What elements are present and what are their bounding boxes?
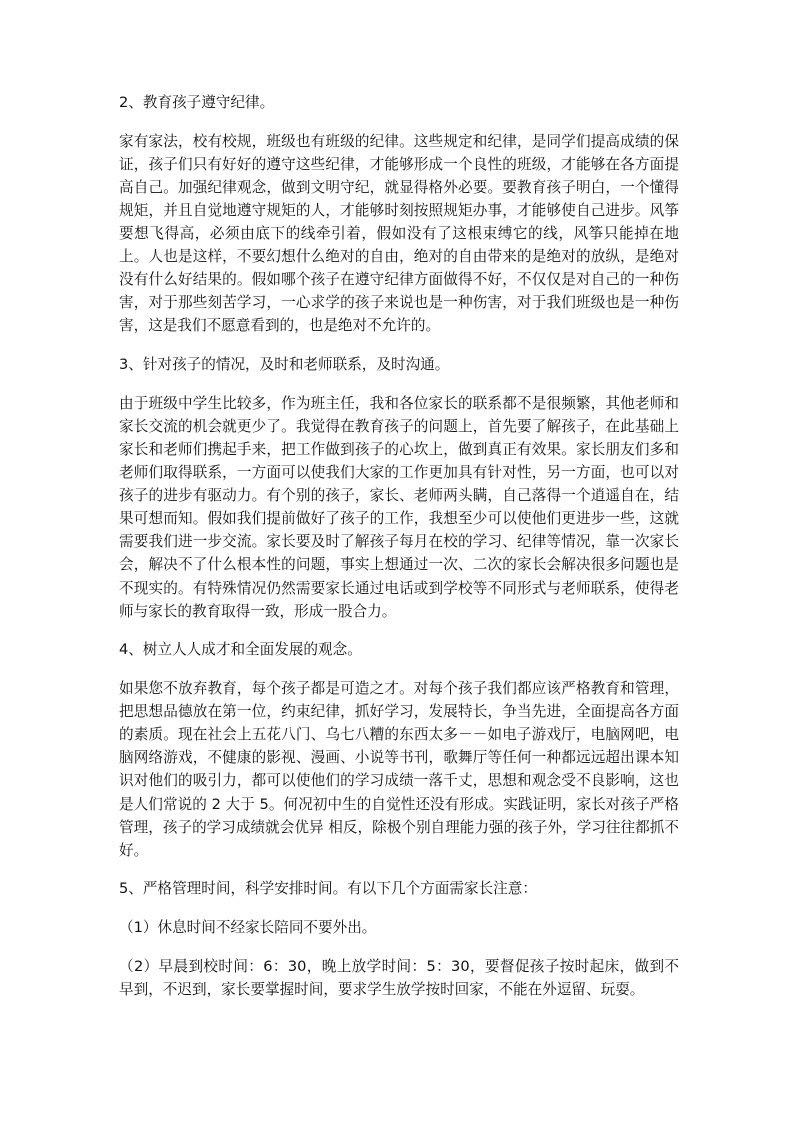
- paragraph-discipline: 家有家法，校有校规，班级也有班级的纪律。这些规定和纪律，是同学们提高成绩的保证，孩子们只有好好的遵守这些纪律，才能够形成一个良性的班级，才能够在各方面提高自己。加强纪律观念，做到文明守纪，就显得格外必要。要教育孩子明白，一个懂得规矩，并且自觉地遵守规矩的人，才能够时刻按照规矩办事，才能够使自己进步。风筝要想飞得高，必须由底下的线牵引着，假如没有了这根束缚它的线，风筝只能掉在地上。人也是这样，不要幻想什么绝对的自由，绝对的自由带来的是绝对的放纵，是绝对没有什么好结果的。假如哪个孩子在遵守纪律方面做得不好，不仅仅是对自己的一种伤害，对于那些刻苦学习，一心求学的孩子来说也是一种伤害，对于我们班级也是一种伤害，这是我们不愿意看到的，也是绝对不允许的。: [119, 132, 679, 335]
- list-item-rest-time: （1）休息时间不经家长陪同不要外出。: [119, 919, 377, 937]
- section-heading-contact-teachers: 3、针对孩子的情况，及时和老师联系，及时沟通。: [119, 356, 450, 374]
- section-heading-discipline: 2、教育孩子遵守纪律。: [119, 94, 275, 111]
- paragraph-development: 如果您不放弃教育，每个孩子都是可造之才。对每个孩子我们都应该严格教育和管理，把思想品德放在第一位，约束纪律，抓好学习，发展特长，争当先进，全面提高各方面的素质。现在社会上五花八门、乌七八糟的东西太多－－如电子游戏厅，电脑网吧，电脑网络游戏，不健康的影视、漫画、小说等书刊，歌舞厅等任何一种都远远超出课本知识对他们的吸引力，都可以使他们的学习成绩一落千丈，思想和观念受不良影响，这也是人们常说的 2 大于 5。何况初中生的自觉性还没有形成。实践证明，家长对孩子严格管理，孩子的学习成绩就会优异 相反，除极个别自理能力强的孩子外，学习往往都抓不好。: [119, 680, 679, 859]
- document-body: [119, 91, 679, 1017]
- list-item-school-schedule: （2）早晨到校时间：6：30，晚上放学时间：5：30，要督促孩子按时起床，做到不早到，不迟到，家长要掌握时间，要求学生放学按时回家，不能在外逗留、玩耍。: [119, 957, 679, 998]
- section-heading-development: 4、树立人人成才和全面发展的观念。: [119, 641, 362, 659]
- paragraph-contact-teachers: 由于班级中学生比较多，作为班主任，我和各位家长的联系都不是很频繁，其他老师和家长交流的机会就更少了。我觉得在教育孩子的问题上，首先要了解孩子，在此基础上家长和老师们携起手来，把工作做到孩子的心坎上，做到真正有效果。家长朋友们多和老师们取得联系，一方面可以使我们大家的工作更加具有针对性，另一方面，也可以对孩子的进步有驱动力。有个别的孩子，家长、老师两头瞒，自己落得一个逍遥自在，结果可想而知。假如我们提前做好了孩子的工作，我想至少可以使他们更进步一些，这就需要我们进一步交流。家长要及时了解孩子每月在校的学习、纪律等情况，靠一次家长会，解决不了什么根本性的问题，事实上想通过一次、二次的家长会解决很多问题也是不现实的。有特殊情况仍然需要家长通过电话或到学校等不同形式与老师联系，使得老师与家长的教育取得一致，形成一股合力。: [119, 394, 679, 620]
- section-heading-time-management: 5、严格管理时间，科学安排时间。有以下几个方面需家长注意：: [119, 880, 537, 898]
